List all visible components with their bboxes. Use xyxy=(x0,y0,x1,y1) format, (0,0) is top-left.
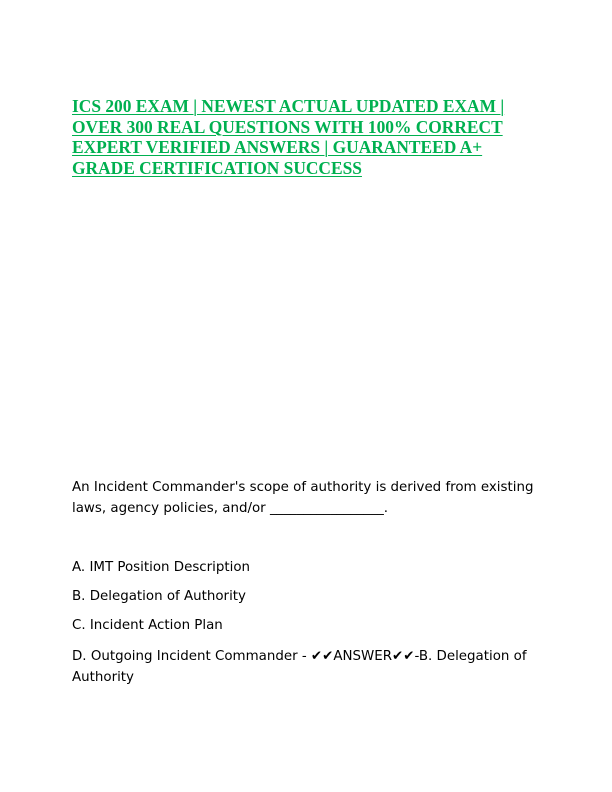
option-b: B. Delegation of Authority xyxy=(72,589,246,604)
option-c: C. Incident Action Plan xyxy=(72,618,223,633)
document-title: ICS 200 EXAM | NEWEST ACTUAL UPDATED EXAM | OVER 300 REAL QUESTIONS WITH 100% CORRECT EXPERT VERIFIED ANSWERS | GUARANTEED A+ GRADE CERTIFICATION SUCCESS xyxy=(72,96,505,178)
option-d-with-answer: D. Outgoing Incident Commander - ✔✔ANSWER✔✔-B. Delegation of Authority xyxy=(72,649,527,685)
option-a: A. IMT Position Description xyxy=(72,560,251,575)
question-text: An Incident Commander's scope of authority is derived from existing laws, agency policies, and/or _________________. xyxy=(72,480,534,516)
